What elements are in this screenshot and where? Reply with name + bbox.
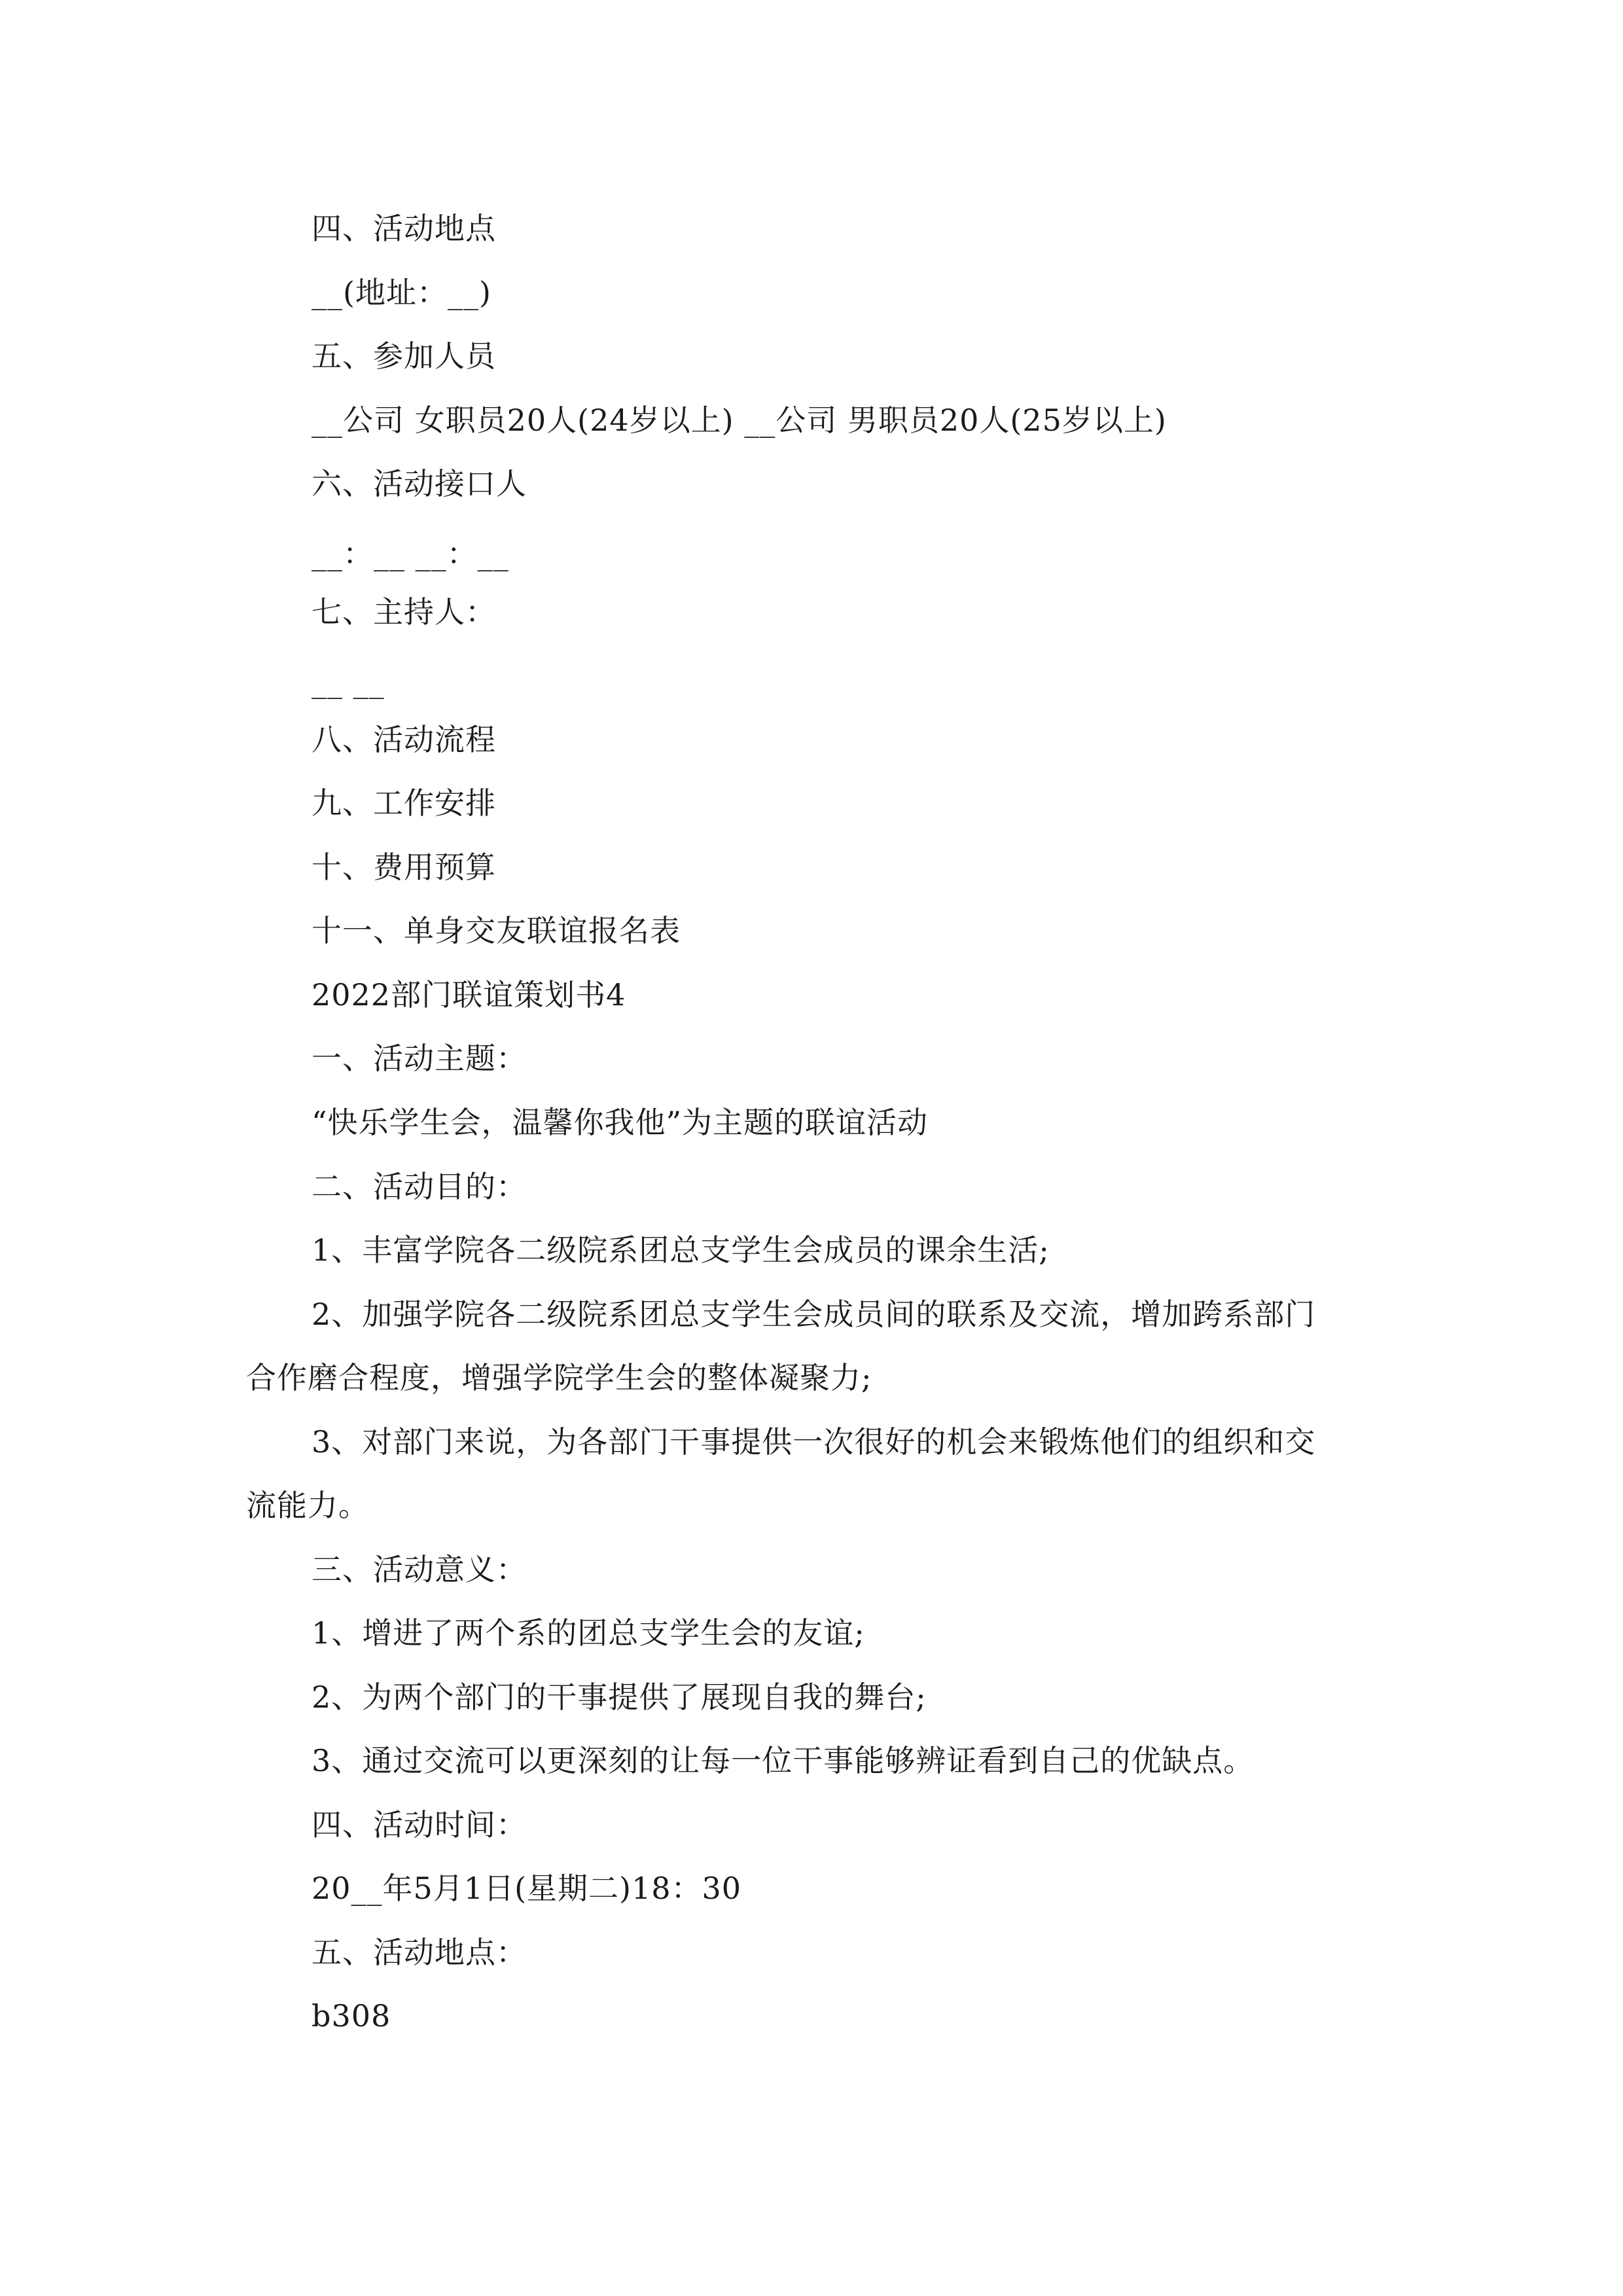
text-line: __公司 女职员20人(24岁以上) __公司 男职员20人(25岁以上) xyxy=(312,403,1167,438)
text-line: 合作磨合程度，增强学院学生会的整体凝聚力; xyxy=(246,1360,872,1395)
text-line: 2、为两个部门的干事提供了展现自我的舞台; xyxy=(312,1679,927,1715)
section-heading: 五、参加人员 xyxy=(312,338,496,374)
section-heading: 五、活动地点： xyxy=(312,1935,527,1970)
text-line: 3、通过交流可以更深刻的让每一位干事能够辨证看到自己的优缺点。 xyxy=(312,1743,1255,1778)
section-heading: 四、活动时间： xyxy=(312,1807,527,1842)
text-line: b308 xyxy=(312,1998,391,2034)
text-line: 20__年5月1日(星期二)18：30 xyxy=(312,1871,742,1906)
text-line: “快乐学生会，温馨你我他”为主题的联谊活动 xyxy=(312,1105,929,1140)
section-heading: 二、活动目的： xyxy=(312,1169,527,1204)
text-line: 2、加强学院各二级院系团总支学生会成员间的联系及交流，增加跨系部门 xyxy=(312,1297,1316,1332)
text-line: __：__ __：__ xyxy=(312,536,509,571)
document-title: 2022部门联谊策划书4 xyxy=(312,977,626,1013)
section-heading: 十一、单身交友联谊报名表 xyxy=(312,913,681,948)
section-heading: 七、主持人： xyxy=(312,594,496,630)
text-line: __(地址：__) xyxy=(312,275,491,310)
section-heading: 十、费用预算 xyxy=(312,850,496,885)
section-heading: 三、活动意义： xyxy=(312,1552,527,1587)
section-heading: 六、活动接口人 xyxy=(312,466,527,501)
section-heading: 四、活动地点 xyxy=(312,211,496,246)
text-line: 1、增进了两个系的团总支学生会的友谊; xyxy=(312,1615,865,1651)
text-line: 流能力。 xyxy=(246,1488,369,1523)
text-line: 3、对部门来说，为各部门干事提供一次很好的机会来锻炼他们的组织和交 xyxy=(312,1424,1316,1460)
text-line: 1、丰富学院各二级院系团总支学生会成员的课余生活; xyxy=(312,1232,1050,1268)
section-heading: 一、活动主题： xyxy=(312,1041,527,1076)
section-heading: 九、工作安排 xyxy=(312,785,496,821)
text-line: __ __ xyxy=(312,664,385,699)
section-heading: 八、活动流程 xyxy=(312,722,496,757)
